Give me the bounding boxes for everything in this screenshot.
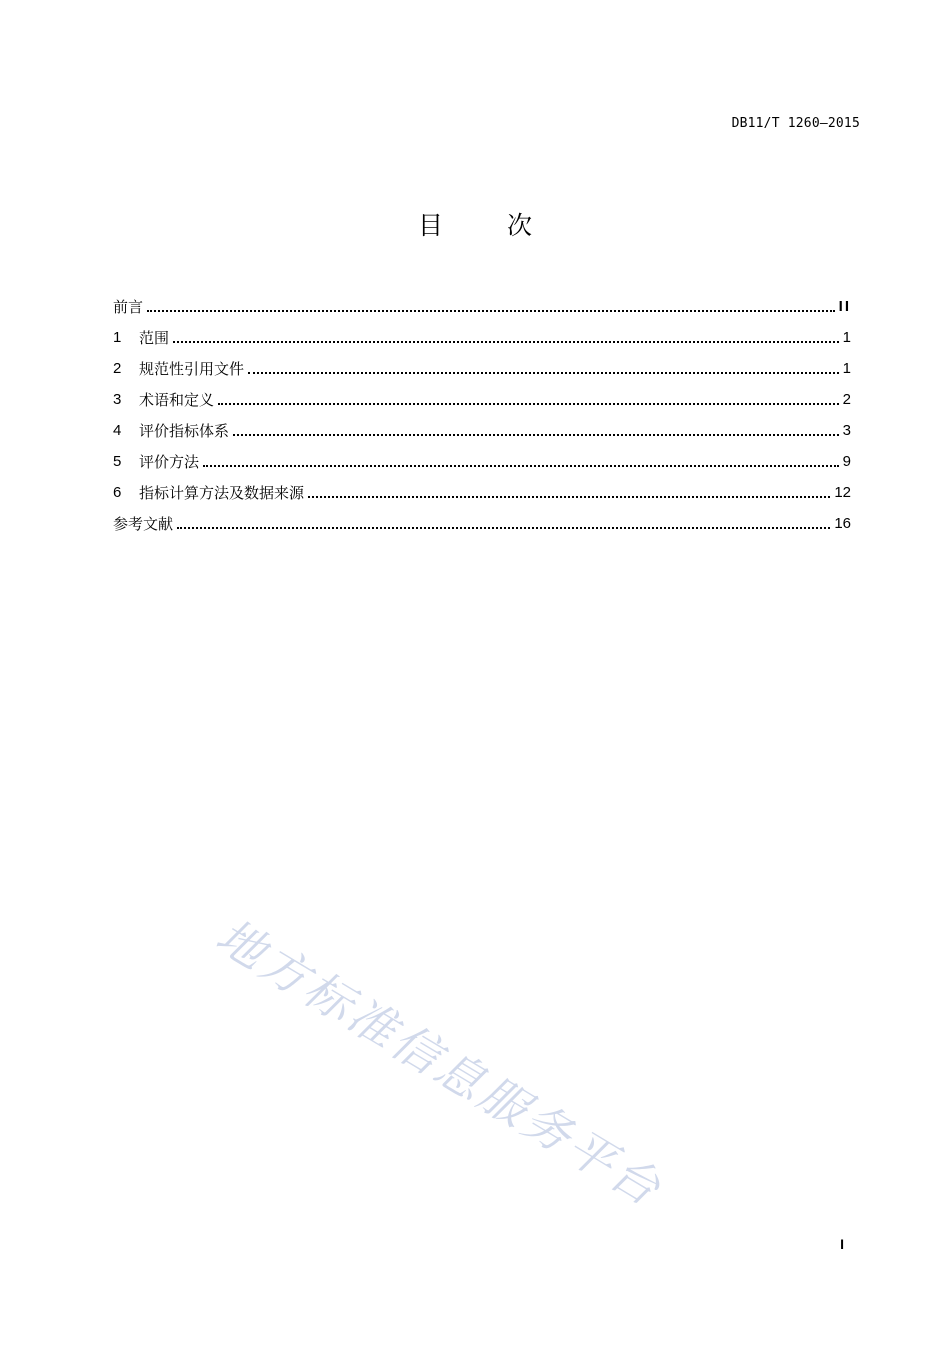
toc-entry-number: 4 [113,422,122,439]
toc-entry-evaluation-method[interactable] [113,441,851,472]
toc-entry-text: 评价方法 [139,453,200,471]
toc-entry-page: 12 [834,484,851,501]
page-number: I [840,1236,844,1252]
toc-entry-text: 术语和定义 [139,391,215,409]
toc-entry-page: II [838,298,851,315]
toc-leader-dots [218,403,839,405]
toc-entry-foreword[interactable] [113,286,851,317]
toc-entry-text: 评价指标体系 [139,422,230,440]
toc-entry-text: 前言 [113,298,144,316]
toc-entry-calculation-data-sources[interactable] [113,472,851,503]
toc-entry-text: 范围 [139,329,170,347]
watermark: 地方标准信息服务平台 [206,908,673,1219]
toc-leader-dots [248,372,839,374]
toc-leader-dots [177,527,830,529]
toc-entry-number: 6 [113,484,122,501]
toc-entry-indicator-system[interactable] [113,410,851,441]
toc-leader-dots [147,310,835,312]
toc-entry-number: 3 [113,391,122,408]
toc-entry-terms-definitions[interactable] [113,379,851,410]
toc-title: 目 次 [418,211,560,240]
toc-entry-normative-references[interactable] [113,348,851,379]
toc-entry-bibliography[interactable] [113,503,851,534]
toc-entry-text: 指标计算方法及数据来源 [139,484,305,502]
toc-entry-page: 3 [842,422,851,439]
toc-entry-page: 2 [842,391,851,408]
table-of-contents [113,286,851,534]
toc-entry-number: 5 [113,453,122,470]
toc-entry-text: 规范性引用文件 [139,360,245,378]
toc-entry-number: 1 [113,329,122,346]
toc-leader-dots [173,341,839,343]
toc-entry-page: 1 [842,329,851,346]
toc-entry-number: 2 [113,360,122,377]
toc-leader-dots [308,496,830,498]
toc-entry-scope[interactable] [113,317,851,348]
toc-entry-page: 1 [842,360,851,377]
toc-leader-dots [203,465,839,467]
toc-entry-page: 9 [842,453,851,470]
document-code: DB11/T 1260—2015 [731,116,860,131]
toc-entry-text: 参考文献 [113,515,174,533]
toc-entry-page: 16 [834,515,851,532]
toc-leader-dots [233,434,839,436]
